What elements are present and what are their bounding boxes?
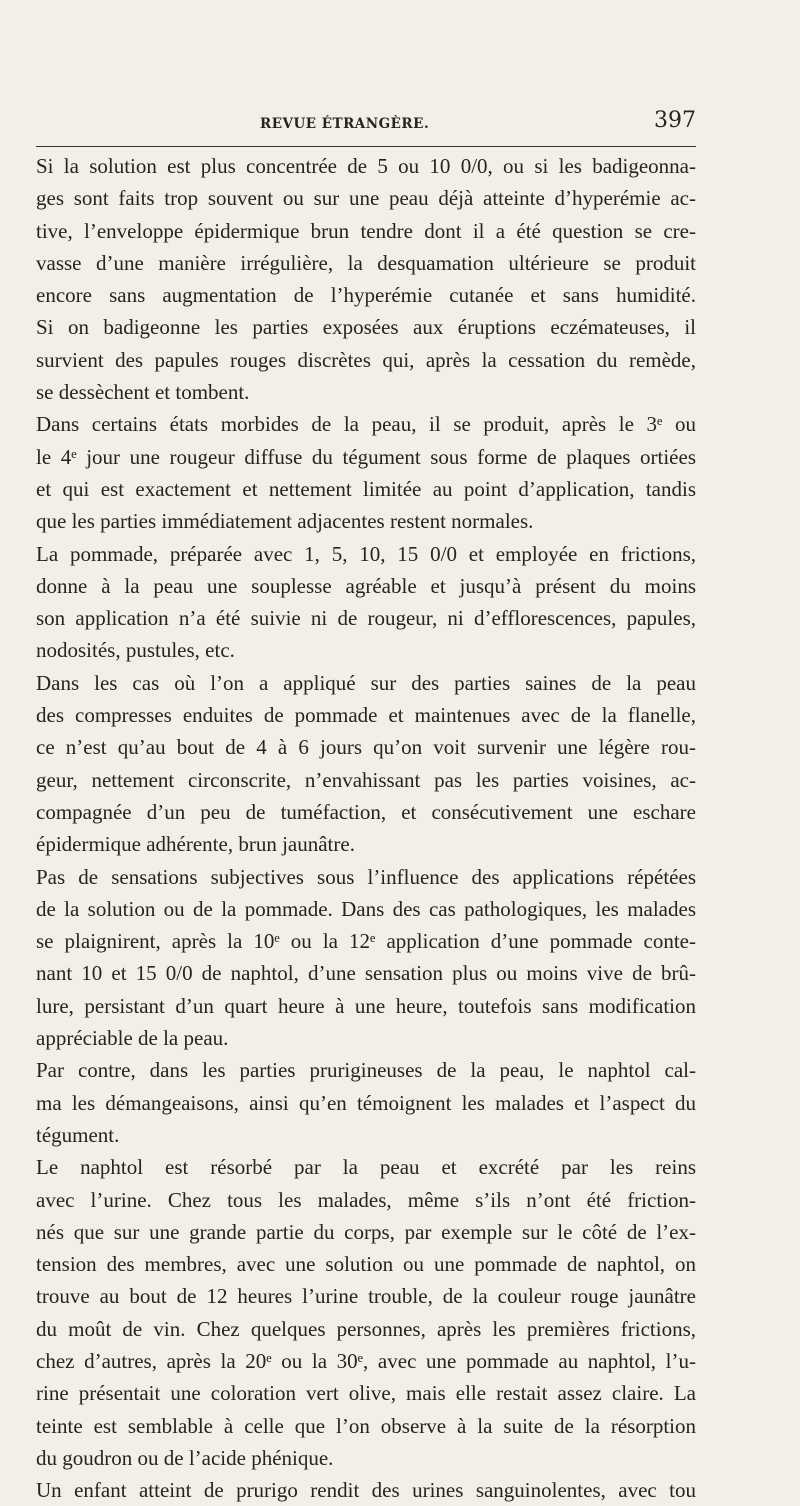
text-line: nodosités, pustules, etc.: [36, 638, 235, 663]
text-line: le 4ᵉ jour une rougeur diffuse du tégument sous forme de plaques ortiées: [36, 444, 696, 469]
running-head: REVUE ÉTRANGÈRE.: [260, 116, 430, 132]
body-text: [36, 150, 696, 1506]
text-line: ce n’est qu’au bout de 4 à 6 jours qu’on voit survenir une légère rou-: [36, 735, 696, 760]
text-line: son application n’a été suivie ni de rougeur, ni d’efflorescences, papules,: [36, 606, 696, 631]
text-line: que les parties immédiatement adjacentes restent normales.: [36, 509, 534, 534]
page-number: 397: [654, 108, 696, 133]
text-line: donne à la peau une souplesse agréable et jusqu’à présent du moins: [36, 573, 696, 598]
text-line: appréciable de la peau.: [36, 1026, 229, 1051]
text-line: trouve au bout de 12 heures l’urine trouble, de la couleur rouge jaunâtre: [36, 1284, 696, 1309]
text-line: geur, nettement circonscrite, n’envahissant pas les parties voisines, ac-: [36, 767, 696, 792]
header-rule: [36, 146, 696, 147]
text-line: Un enfant atteint de prurigo rendit des urines sanguinolentes, avec tou: [36, 1478, 696, 1503]
text-line: du moût de vin. Chez quelques personnes, après les premières frictions,: [36, 1316, 696, 1341]
text-line: tégument.: [36, 1122, 120, 1147]
text-line: chez d’autres, après la 20ᵉ ou la 30ᵉ, avec une pommade au naphtol, l’u-: [36, 1348, 696, 1373]
text-line: rine présentait une coloration vert olive, mais elle restait assez claire. La: [36, 1381, 696, 1406]
text-line: Le naphtol est résorbé par la peau et excrété par les reins: [36, 1155, 696, 1180]
text-line: des compresses enduites de pommade et maintenues avec de la flanelle,: [36, 703, 696, 728]
text-line: Si on badigeonne les parties exposées aux éruptions eczémateuses, il: [36, 315, 696, 340]
text-line: Dans les cas où l’on a appliqué sur des parties saines de la peau: [36, 670, 696, 695]
page-header: [36, 104, 696, 140]
text-line: et qui est exactement et nettement limitée au point d’application, tandis: [36, 476, 696, 501]
text-line: ma les démangeaisons, ainsi qu’en témoignent les malades et l’aspect du: [36, 1090, 696, 1115]
text-line: vasse d’une manière irrégulière, la desquamation ultérieure se produit: [36, 250, 696, 275]
text-line: compagnée d’un peu de tuméfaction, et consécutivement une eschare: [36, 799, 696, 824]
text-line: teinte est semblable à celle que l’on observe à la suite de la résorption: [36, 1413, 696, 1438]
text-line: lure, persistant d’un quart heure à une heure, toutefois sans modification: [36, 993, 696, 1018]
text-line: du goudron ou de l’acide phénique.: [36, 1445, 334, 1470]
text-line: de la solution ou de la pommade. Dans des cas pathologiques, les malades: [36, 896, 696, 921]
text-line: se plaignirent, après la 10ᵉ ou la 12ᵉ application d’une pommade conte-: [36, 929, 696, 954]
text-line: survient des papules rouges discrètes qui, après la cessation du remède,: [36, 347, 696, 372]
text-line: Par contre, dans les parties prurigineuses de la peau, le naphtol cal-: [36, 1058, 696, 1083]
text-line: encore sans augmentation de l’hyperémie cutanée et sans humidité.: [36, 283, 696, 308]
text-line: épidermique adhérente, brun jaunâtre.: [36, 832, 355, 857]
text-line: avec l’urine. Chez tous les malades, même s’ils n’ont été friction-: [36, 1187, 696, 1212]
text-line: se dessèchent et tombent.: [36, 380, 250, 405]
text-line: nant 10 et 15 0/0 de naphtol, d’une sensation plus ou moins vive de brû-: [36, 961, 696, 986]
text-line: tension des membres, avec une solution ou une pommade de naphtol, on: [36, 1252, 696, 1277]
text-line: nés que sur une grande partie du corps, par exemple sur le côté de l’ex-: [36, 1219, 696, 1244]
text-line: tive, l’enveloppe épidermique brun tendre dont il a été question se cre-: [36, 218, 696, 243]
text-line: Dans certains états morbides de la peau, il se produit, après le 3ᵉ ou: [36, 412, 696, 437]
text-line: Pas de sensations subjectives sous l’influence des applications répétées: [36, 864, 696, 889]
text-line: Si la solution est plus concentrée de 5 ou 10 0/0, ou si les badigeonna-: [36, 154, 696, 178]
text-line: ges sont faits trop souvent ou sur une peau déjà atteinte d’hyperémie ac-: [36, 186, 696, 211]
text-line: La pommade, préparée avec 1, 5, 10, 15 0/0 et employée en frictions,: [36, 541, 696, 566]
